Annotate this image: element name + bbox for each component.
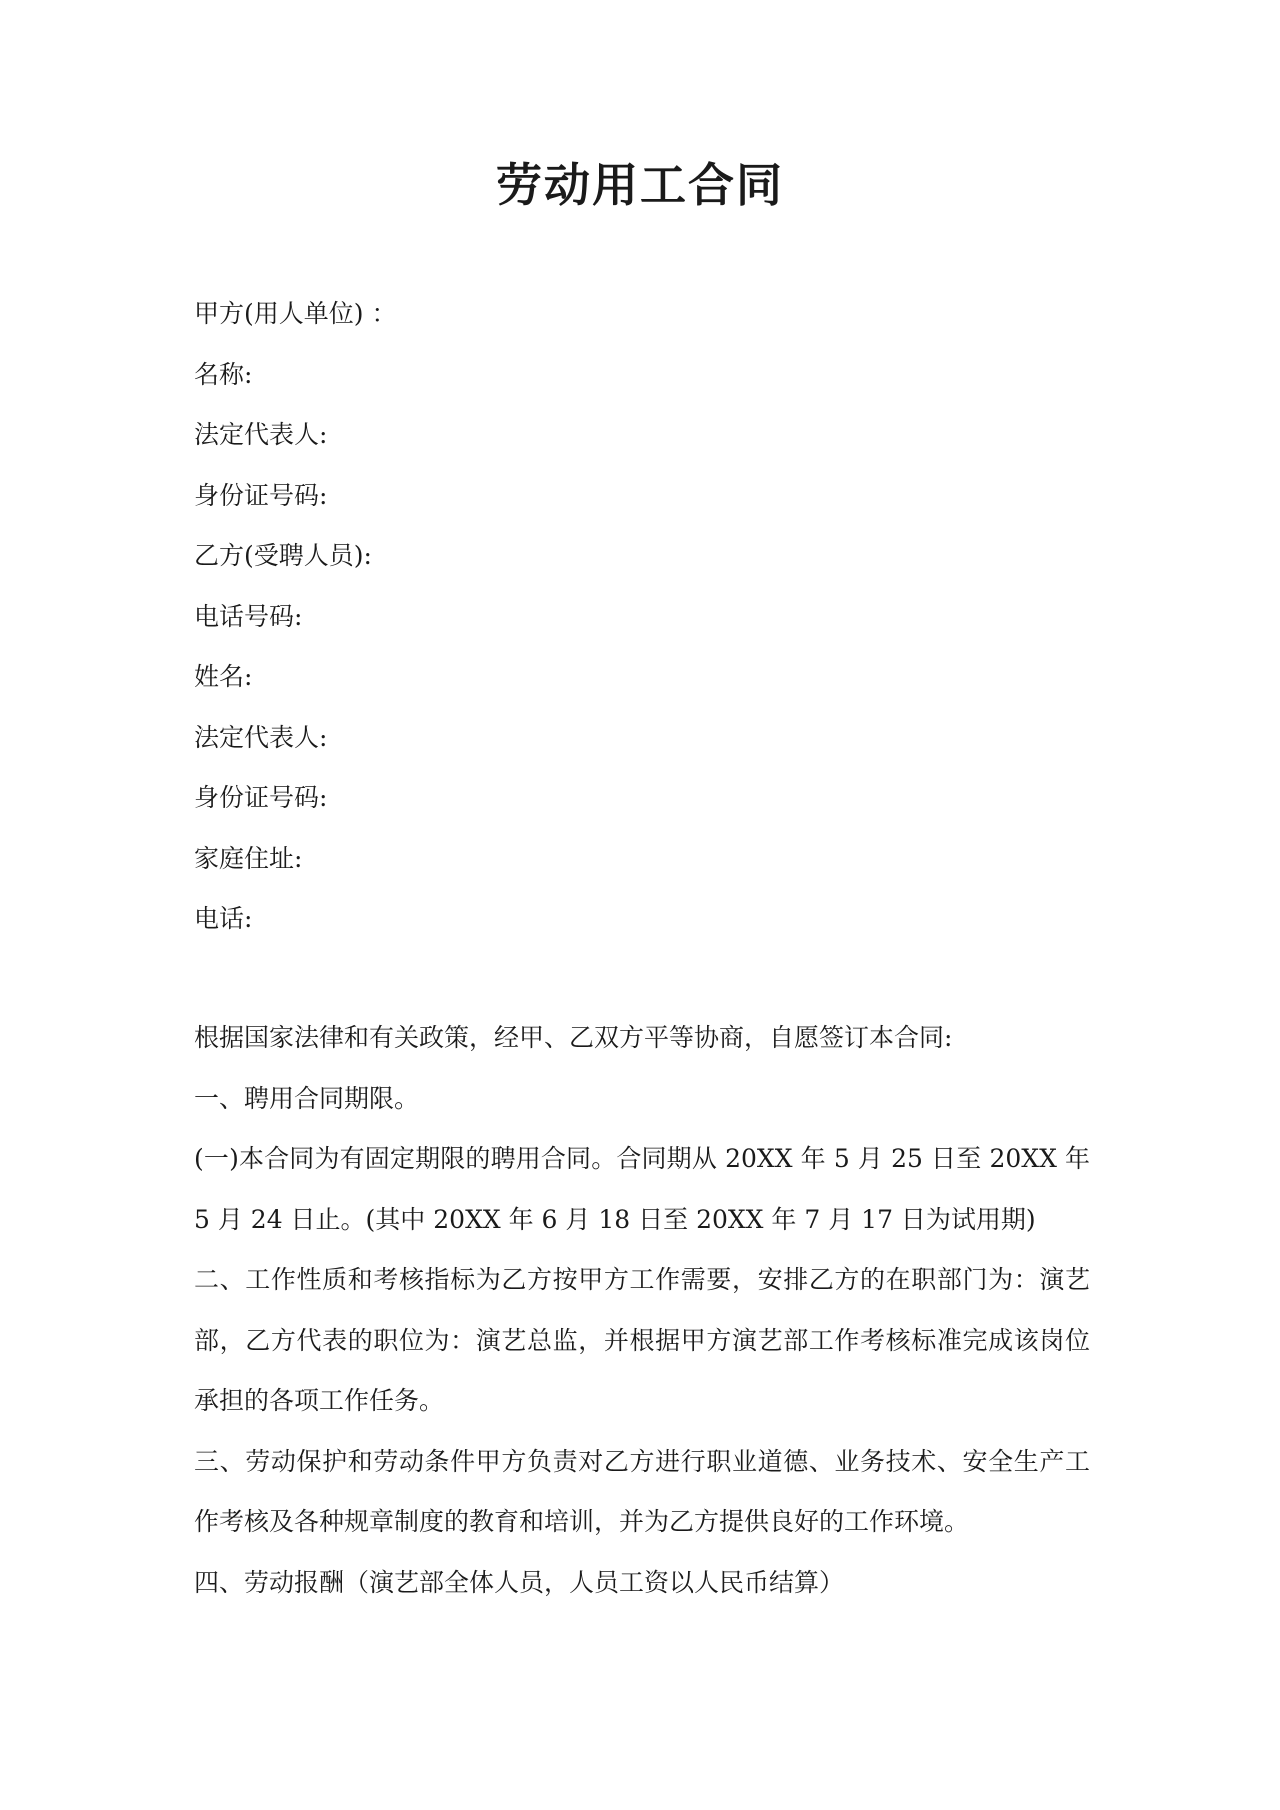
section-1-heading: 一、聘用合同期限。 xyxy=(194,1083,420,1113)
field-home-address: 家庭住址: xyxy=(194,843,303,873)
contract-body xyxy=(194,1008,1090,1613)
field-phone-number: 电话号码: xyxy=(194,601,303,631)
section-3-paragraph: 三、劳动保护和劳动条件甲方负责对乙方进行职业道德、业务技术、安全生产工作考核及各种规章制度的教育和培训，并为乙方提供良好的工作环境。 xyxy=(194,1446,1090,1536)
field-name: 姓名: xyxy=(194,662,253,691)
field-party-b-legal-rep: 法定代表人: xyxy=(194,722,328,752)
field-party-a: 甲方(用人单位) ： xyxy=(194,299,397,328)
field-party-a-id-number: 身份证号码: xyxy=(194,480,328,510)
field-company-name: 名称: xyxy=(194,359,253,389)
preamble-paragraph: 根据国家法律和有关政策，经甲、乙双方平等协商，自愿签订本合同: xyxy=(194,1023,953,1052)
party-info-fields xyxy=(194,284,1094,950)
section-4-paragraph: 四、劳动报酬（演艺部全体人员，人员工资以人民币结算） xyxy=(194,1567,845,1597)
field-party-b: 乙方(受聘人员): xyxy=(194,541,372,570)
section-1-term-paragraph: (一)本合同为有固定期限的聘用合同。合同期从 20XX 年 5 月 25 日至 20XX 年 5 月 24 日止。(其中 20XX 年 6 月 18 日至 20XX 年 7 月 17 日为试用期) xyxy=(194,1144,1090,1234)
field-party-a-legal-rep: 法定代表人: xyxy=(194,420,328,449)
field-telephone: 电话: xyxy=(194,904,253,933)
section-2-paragraph: 二、工作性质和考核指标为乙方按甲方工作需要，安排乙方的在职部门为：演艺部，乙方代表的职位为：演艺总监，并根据甲方演艺部工作考核标准完成该岗位承担的各项工作任务。 xyxy=(194,1265,1090,1415)
field-party-b-id-number: 身份证号码: xyxy=(194,783,328,812)
document-title: 劳动用工合同 xyxy=(496,158,784,212)
